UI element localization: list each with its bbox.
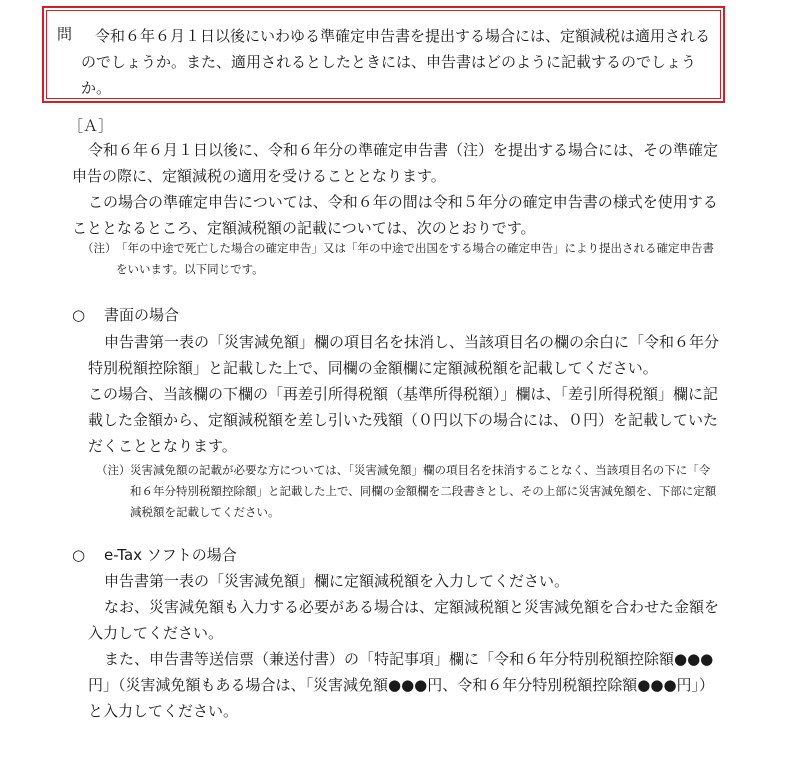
etax-section-title: e-Tax ソフトの場合 (104, 546, 237, 564)
paper-section-marker: ○ (72, 306, 86, 324)
paper-section-title: 書面の場合 (104, 306, 180, 324)
etax-section-heading (72, 543, 237, 567)
etax-section-marker: ○ (72, 546, 86, 564)
paper-section-paragraph-2: この場合、当該欄の下欄の「再差引所得税額（基準所得税額）」欄は、「差引所得税額」欄に記載した金額から、定額減税額を差し引いた残額（０円以下の場合には、０円）を記載していただくこととなります。 (88, 385, 719, 455)
answer-note-label: （注） (82, 241, 117, 255)
etax-section-paragraph-2: なお、災害減免額も入力する必要がある場合は、定額減税額と災害減免額を合わせた金額を入力してください。 (88, 598, 720, 642)
question-inner-frame (46, 10, 721, 99)
answer-label: ［Ａ］ (68, 117, 114, 135)
etax-section-paragraph-1: 申告書第一表の「災害減免額」欄に定額減税額を入力してください。 (104, 572, 570, 590)
question-label: 問 (57, 25, 73, 43)
paper-section-heading (72, 303, 179, 327)
answer-paragraph-2: この場合の準確定申告については、令和６年の間は令和５年分の確定申告書の様式を使用することとなるところ、定額減税額の記載については、次のとおりです。 (72, 193, 718, 237)
answer-note-text: 「年の中途で死亡した場合の確定申告」又は「年の中途で出国をする場合の確定申告」により提出される確定申告書をいいます。以下同じです。 (116, 241, 714, 276)
paper-section-paragraph-1: 申告書第一表の「災害減免額」欄の項目名を抹消し、当該項目名の欄の余白に「令和６年分特別税額控除額」と記載した上で、同欄の金額欄に定額減税額を記載してください。 (88, 333, 720, 377)
paper-section-note-text: 災害減免額の記載が必要な方については、「災害減免額」欄の項目名を抹消することなく、当該項目名の下に「令和６年分特別税額控除額」と記載した上で、同欄の金額欄を二段書きとし、その上部に災害減免額を、下部に定額減税額を記載してください。 (130, 463, 717, 519)
question-text: 令和６年６月１日以後にいわゆる準確定申告書を提出する場合には、定額減税は適用されるのでしょうか。また、適用されるとしたときには、申告書はどのように記載するのでしょうか。 (81, 27, 711, 97)
paper-section-note (96, 460, 720, 523)
answer-note (82, 238, 722, 280)
paper-section-note-label: （注） (96, 463, 131, 477)
etax-section-paragraph-3: また、申告書等送信票（兼送付書）の「特記事項」欄に「令和６年分特別税額控除額●●●円」（災害減免額もある場合は、「災害減免額●●●円、令和６年分特別税額控除額●●●円」）と入力してください。 (88, 650, 715, 720)
answer-paragraph-1: 令和６年６月１日以後に、令和６年分の準確定申告書（注）を提出する場合には、その準確定申告の際に、定額減税の適用を受けることとなります。 (72, 141, 719, 185)
question-box (42, 6, 725, 103)
